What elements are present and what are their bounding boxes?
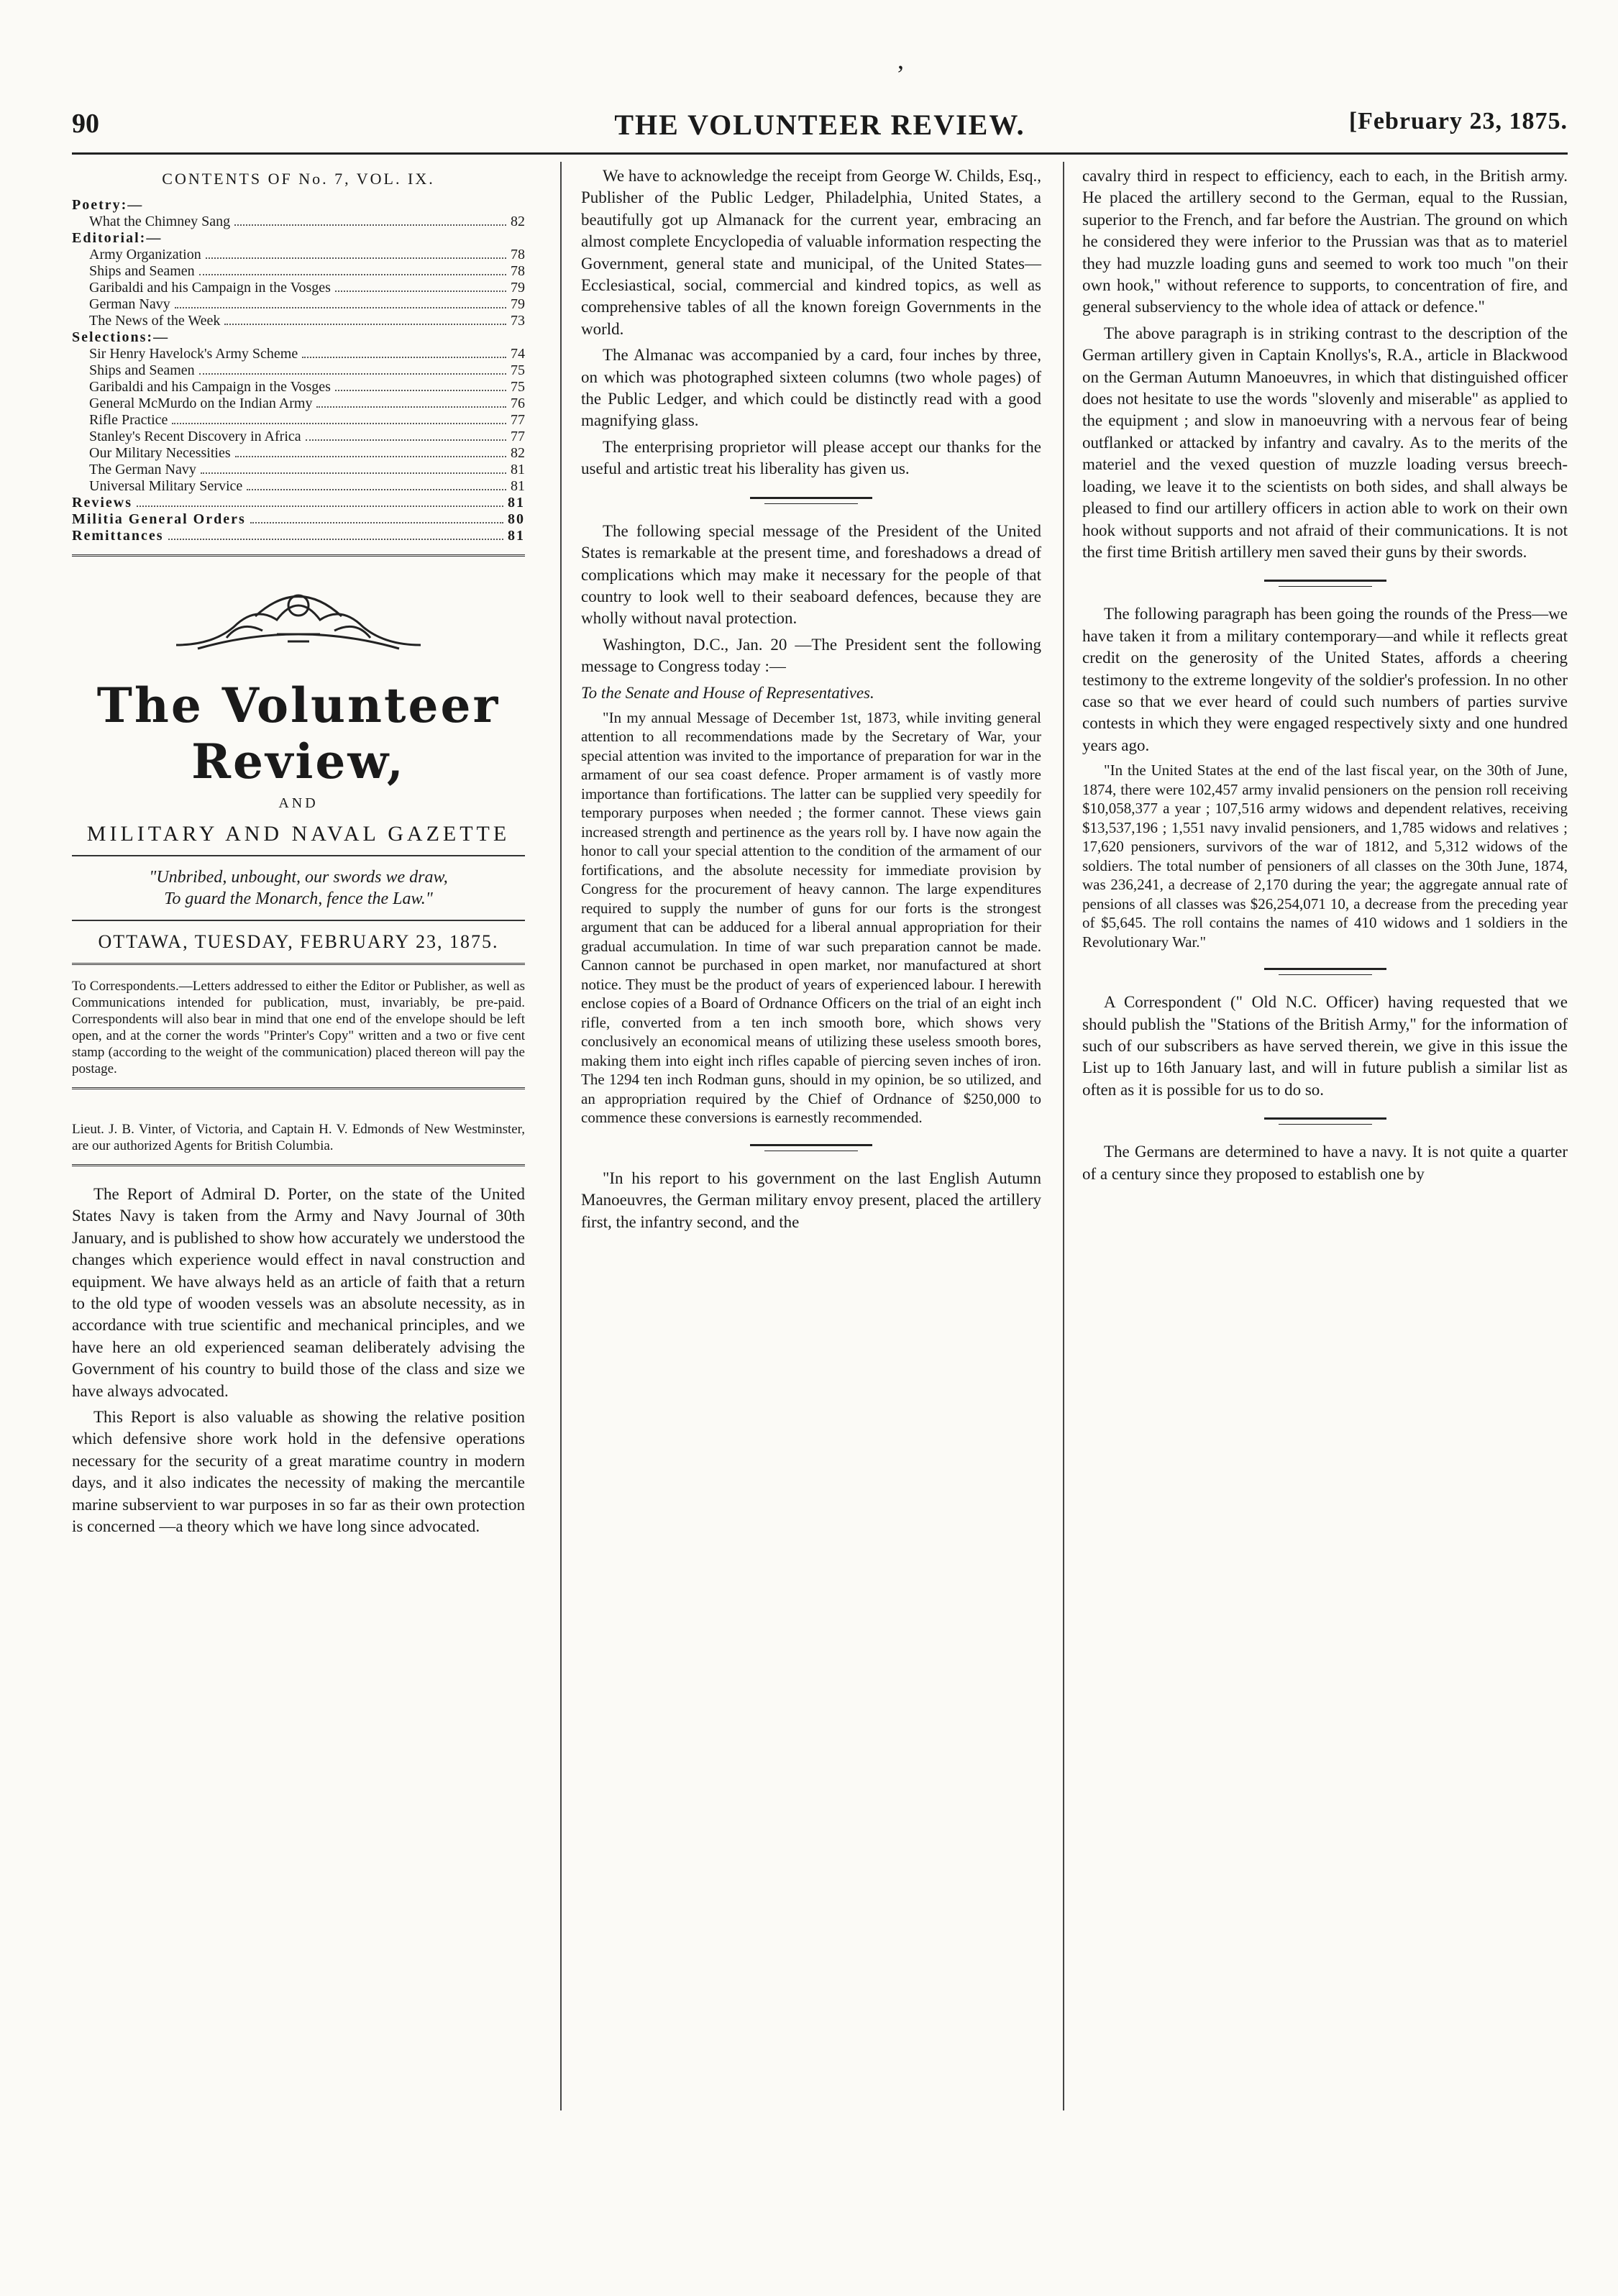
leader-dots: [206, 247, 506, 259]
contents-row: [72, 429, 525, 445]
contents-row: [72, 511, 525, 528]
leader-dots: [137, 495, 503, 507]
agents-notice: Lieut. J. B. Vinter, of Victoria, and Captain H. V. Edmonds of New Westminster, are our authorized Agents for British Columbia.: [72, 1122, 525, 1153]
column-2: [581, 165, 1041, 1238]
contents-label: Remittances: [72, 528, 164, 544]
article-paragraph: "In his report to his government on the last English Autumn Manoeuvres, the German military envoy present, placed the artillery first, the infantry second, and the: [581, 1168, 1041, 1231]
leader-dots: [199, 263, 506, 275]
divider: [72, 963, 525, 968]
message-body: "In my annual Message of December 1st, 1873, while inviting general attention to all recommendations made by the Secretary of War, your special attention was invited to the importance of preparation for war in the armament of our sea coast defence. Proper armament is of vastly more importance than fortifications. The latter can be supplied very speedily for temporary purposes when needed ; the former cannot. These views gain increased strength and pertinence as the years roll by. I have now again the honor to call your special attention to the condition of the armament of our fortifications, and the absolute necessity for immediate provision by Congress for the procurement of heavy cannon. The large expenditures required to supply the number of guns for our forts is the strongest argument that can be adduced for a liberal annual appropriation for their gradual accumulation. In time of war such preparation cannot be made. Cannon cannot be purchased in open market, nor manufactured at short notice. They must be the product of years of experienced labour. I herewith enclose copies of a Board of Ordnance Officers on the trial of an eight inch rifle, converted from a ten inch smooth bore, which shows very conclusively an economical means of utilizing these useless smooth bores, making them into eight inch rifles capable of piercing seven inches of iron. The 1294 ten inch Rodman guns, should in my opinion, be so utilized, and an appropriation required by the Chief of Ordnance of $250,000 to commence these conversions is earnestly recommended.: [581, 708, 1041, 1127]
contents-page: 82: [511, 445, 525, 461]
article-paragraph: This Report is also valuable as showing the relative position which defensive shore work hold in the defensive operations necessary for the security of a great maratime country in modern days, and it also indicates the necessity of making the mercantile marine subservient to war purposes in so far as their own protection is concerned —a theory which we have long since advocated.: [72, 1408, 525, 1536]
article-separator: [581, 1142, 1041, 1153]
motto-line: To guard the Monarch, fence the Law.": [164, 889, 433, 908]
contents-list: [72, 197, 525, 544]
contents-page: 80: [508, 511, 525, 527]
contents-label: Stanley's Recent Discovery in Africa: [89, 429, 301, 444]
contents-row: [72, 346, 525, 362]
contents-label: Army Organization: [89, 247, 201, 262]
contents-label: The News of the Week: [89, 313, 221, 329]
contents-page: 78: [511, 263, 525, 279]
article-separator: [581, 495, 1041, 506]
running-title: THE VOLUNTEER REVIEW.: [614, 109, 1025, 141]
divider: [72, 920, 525, 921]
masthead-ornament: [72, 570, 525, 670]
masthead-and: AND: [278, 795, 319, 811]
contents-row: [72, 313, 525, 329]
contents-label: Our Military Necessities: [89, 445, 231, 461]
contents-label: The German Navy: [89, 462, 196, 477]
divider: [72, 554, 525, 559]
contents-page: 76: [511, 395, 525, 411]
contents-label: Selections:—: [72, 329, 170, 345]
column-1: [72, 165, 525, 1542]
divider: [72, 1087, 525, 1092]
contents-page: 79: [511, 280, 525, 296]
article-paragraph: The Report of Admiral D. Porter, on the state of the United States Navy is taken from the Army and Navy Journal of 30th January, and is published to show how accurately we understood the changes which experience would effect in naval construction and equipment. We have always held as an article of faith that a return to the old type of wooden vessels was an absolute necessity, as in accordance with true scientific and mechanical principles, and we have here an old experienced seaman deliberately advising the Government of his country to build those of the class and size we have always advocated.: [72, 1185, 525, 1400]
page-number: 90: [72, 109, 99, 139]
article-paragraph: Washington, D.C., Jan. 20 —The President sent the following message to Congress today :—: [581, 635, 1041, 676]
contents-row: [72, 263, 525, 280]
contents-label: What the Chimney Sang: [89, 214, 231, 229]
contents-row: [72, 329, 525, 346]
contents-page: 81: [511, 478, 525, 494]
contents-page: 81: [508, 495, 525, 511]
article-paragraph: The Almanac was accompanied by a card, four inches by three, on which was photographed sixteen columns (two whole pages) of the Public Ledger, and which could be distinctly read with a good magnifying glass.: [581, 346, 1041, 430]
motto-line: "Unbribed, unbought, our swords we draw,: [149, 868, 448, 887]
masthead-subtitle: MILITARY AND NAVAL GAZETTE: [86, 822, 511, 846]
leader-dots: [172, 412, 506, 424]
contents-page: 77: [511, 429, 525, 444]
article-paragraph: We have to acknowledge the receipt from George W. Childs, Esq., Publisher of the Public Ledger, Philadelphia, United States, a beautifully got up Almanack for the current year, embracing an almost complete Encyclopedia of valuable information respecting the Government, general state and municipal, of the United States—Ecclesiastical, social, commercial and kindred topics, as well as comprehensive tables of all the known foreign Governments in the world.: [581, 167, 1041, 338]
contents-page: 81: [511, 462, 525, 477]
contents-page: 79: [511, 296, 525, 312]
contents-row: [72, 495, 525, 511]
leader-dots: [224, 313, 506, 325]
leader-dots: [199, 362, 506, 375]
page-header: [72, 108, 1568, 151]
contents-page: 75: [511, 362, 525, 378]
contents-page: 75: [511, 379, 525, 395]
contents-row: [72, 362, 525, 379]
column-rule: [560, 162, 562, 2110]
contents-label: Universal Military Service: [89, 478, 243, 494]
article-paragraph: The Germans are determined to have a navy. It is not quite a quarter of a century since they proposed to establish one by: [1082, 1143, 1568, 1183]
column-rule: [1063, 162, 1064, 2110]
contents-row: [72, 445, 525, 462]
contents-label: Rifle Practice: [89, 412, 168, 428]
ornament-icon: [169, 577, 428, 663]
leader-dots: [175, 296, 506, 308]
leader-dots: [335, 280, 506, 292]
contents-row: [72, 528, 525, 544]
contents-row: [72, 280, 525, 296]
pencil-mark: ,: [897, 45, 904, 74]
article-paragraph: A Correspondent (" Old N.C. Officer) having requested that we should publish the "Stations of the British Army," for the information of such of our subscribers as have served therein, we give in this issue the List up to 16th January last, and will in future publish a similar list as often as it is possible for us to do so.: [1082, 993, 1568, 1099]
leader-dots: [250, 511, 503, 523]
leader-dots: [247, 478, 506, 490]
article-separator: [1082, 577, 1568, 589]
contents-row: [72, 412, 525, 429]
contents-label: Sir Henry Havelock's Army Scheme: [89, 346, 298, 362]
article-paragraph: The following special message of the President of the United States is remarkable at the present time, and foreshadows a dread of complications which may make it necessary for the people of that country to look well to their seaboard defences, because they are wholly without naval protection.: [581, 521, 1041, 628]
contents-label: Garibaldi and his Campaign in the Vosges: [89, 379, 331, 395]
contents-label: Editorial:—: [72, 230, 163, 246]
header-date: [February 23, 1875.: [1348, 108, 1568, 134]
masthead-title: The Volunteer Review,: [96, 677, 501, 790]
contents-label: General McMurdo on the Indian Army: [89, 395, 313, 411]
contents-row: [72, 214, 525, 230]
pension-quote: "In the United States at the end of the last fiscal year, on the 30th of June, 1874, there were 102,457 army invalid pensioners on the pension roll receiving $10,058,377 a year ; 107,516 army widows and dependent relatives, receiving $13,537,196 ; 1,551 navy invalid pensioners, and 1,785 widows and relatives ; 17,620 pensioners, survivors of the war of 1812, and 5,312 widows of the soldiers. The total number of pensioners of all classes on the 30th June, 1874, was 236,241, a decrease of 2,170 during the year; the aggregate annual rate of pensions of all classes was $26,254,071 10, a decrease from the preceding year of $5,645. The roll contains the names of 410 widows and 1 soldiers in the Revolutionary War.": [1082, 761, 1568, 951]
leader-dots: [201, 462, 506, 474]
divider: [72, 1164, 525, 1169]
leader-dots: [306, 429, 506, 441]
contents-row: [72, 462, 525, 478]
issue-dateline: OTTAWA, TUESDAY, FEBRUARY 23, 1875.: [98, 931, 499, 952]
leader-dots: [168, 528, 503, 540]
contents-label: Poetry:—: [72, 197, 144, 213]
divider: [72, 855, 525, 856]
contents-row: [72, 247, 525, 263]
correspondents-notice: To Correspondents.—Letters addressed to either the Editor or Publisher, as well as Communications intended for publication, must, invariably, be pre-paid. Correspondents will also bear in mind that one end of the envelope should be left open, and at the corner the words "Printer's Copy" written and a two or five cent stamp (according to the weight of the communication) placed thereon will pay the postage.: [72, 979, 525, 1076]
motto: [72, 866, 525, 910]
contents-row: [72, 478, 525, 495]
contents-label: Garibaldi and his Campaign in the Vosges: [89, 280, 331, 296]
contents-row: [72, 197, 525, 214]
contents-row: [72, 296, 525, 313]
contents-label: Ships and Seamen: [89, 362, 195, 378]
contents-label: Ships and Seamen: [89, 263, 195, 279]
contents-label: Reviews: [72, 495, 132, 511]
leader-dots: [235, 445, 506, 457]
leader-dots: [316, 395, 506, 408]
leader-dots: [302, 346, 506, 358]
contents-label: Militia General Orders: [72, 511, 246, 527]
leader-dots: [234, 214, 506, 226]
contents-page: 73: [511, 313, 525, 329]
article-paragraph: cavalry third in respect to efficiency, each to each, in the British army. He placed the artillery second to the German, equal to the Russian, superior to the French, and far before the Austrian. The ground on which he considered they were inferior to the Prussian was that as to materiel they had muzzle loading guns and seemed to work too much "on their own hook," without reference to supports, to concentration of fire, and general subserviency to the whole idea of attack or defence.": [1082, 167, 1568, 316]
article-separator: [1082, 1115, 1568, 1127]
contents-row: [72, 395, 525, 412]
contents-page: 78: [511, 247, 525, 262]
article-paragraph: The enterprising proprietor will please accept our thanks for the useful and artistic treat his liberality has given us.: [581, 437, 1041, 478]
contents-page: 77: [511, 412, 525, 428]
article-paragraph: The following paragraph has been going the rounds of the Press—we have taken it from a military contemporary—and while it reflects great credit on the generosity of the United States, affords a cheering testimony to the extreme longevity of the soldier's profession. In no other case so that we ever heard of could such numbers of parties survive contests in which they were engaged respectively sixty and one hundred years ago.: [1082, 605, 1568, 754]
contents-label: German Navy: [89, 296, 170, 312]
header-rule: [72, 152, 1568, 155]
contents-page: 74: [511, 346, 525, 362]
column-3: [1082, 165, 1568, 1189]
contents-row: [72, 230, 525, 247]
contents-row: [72, 379, 525, 395]
article-separator: [1082, 966, 1568, 977]
message-salutation: To the Senate and House of Representatives.: [581, 683, 874, 702]
leader-dots: [335, 379, 506, 391]
contents-page: 82: [511, 214, 525, 229]
contents-title: CONTENTS OF No. 7, VOL. IX.: [162, 170, 435, 188]
article-paragraph: The above paragraph is in striking contrast to the description of the German artillery given in Captain Knollys's, R.A., article in Blackwood on the German Autumn Manoeuvres, in which that distinguished officer does not hesitate to use the words "slovenly and miserable" as applied to the equipment ; and slow in manoeuvring with a nervous fear of being outflanked or attacked by infantry and cavalry. As to the merits of the materiel and the vexed question of muzzle loading versus breech-loading, we leave it to the scientists on both sides, and shall always be pleased to find our artillery officers in action able to work on their own hook without supports and not afraid of their communications. It is not the first time British artillery men saved their guns by their swords.: [1082, 324, 1568, 561]
contents-page: 81: [508, 528, 525, 544]
